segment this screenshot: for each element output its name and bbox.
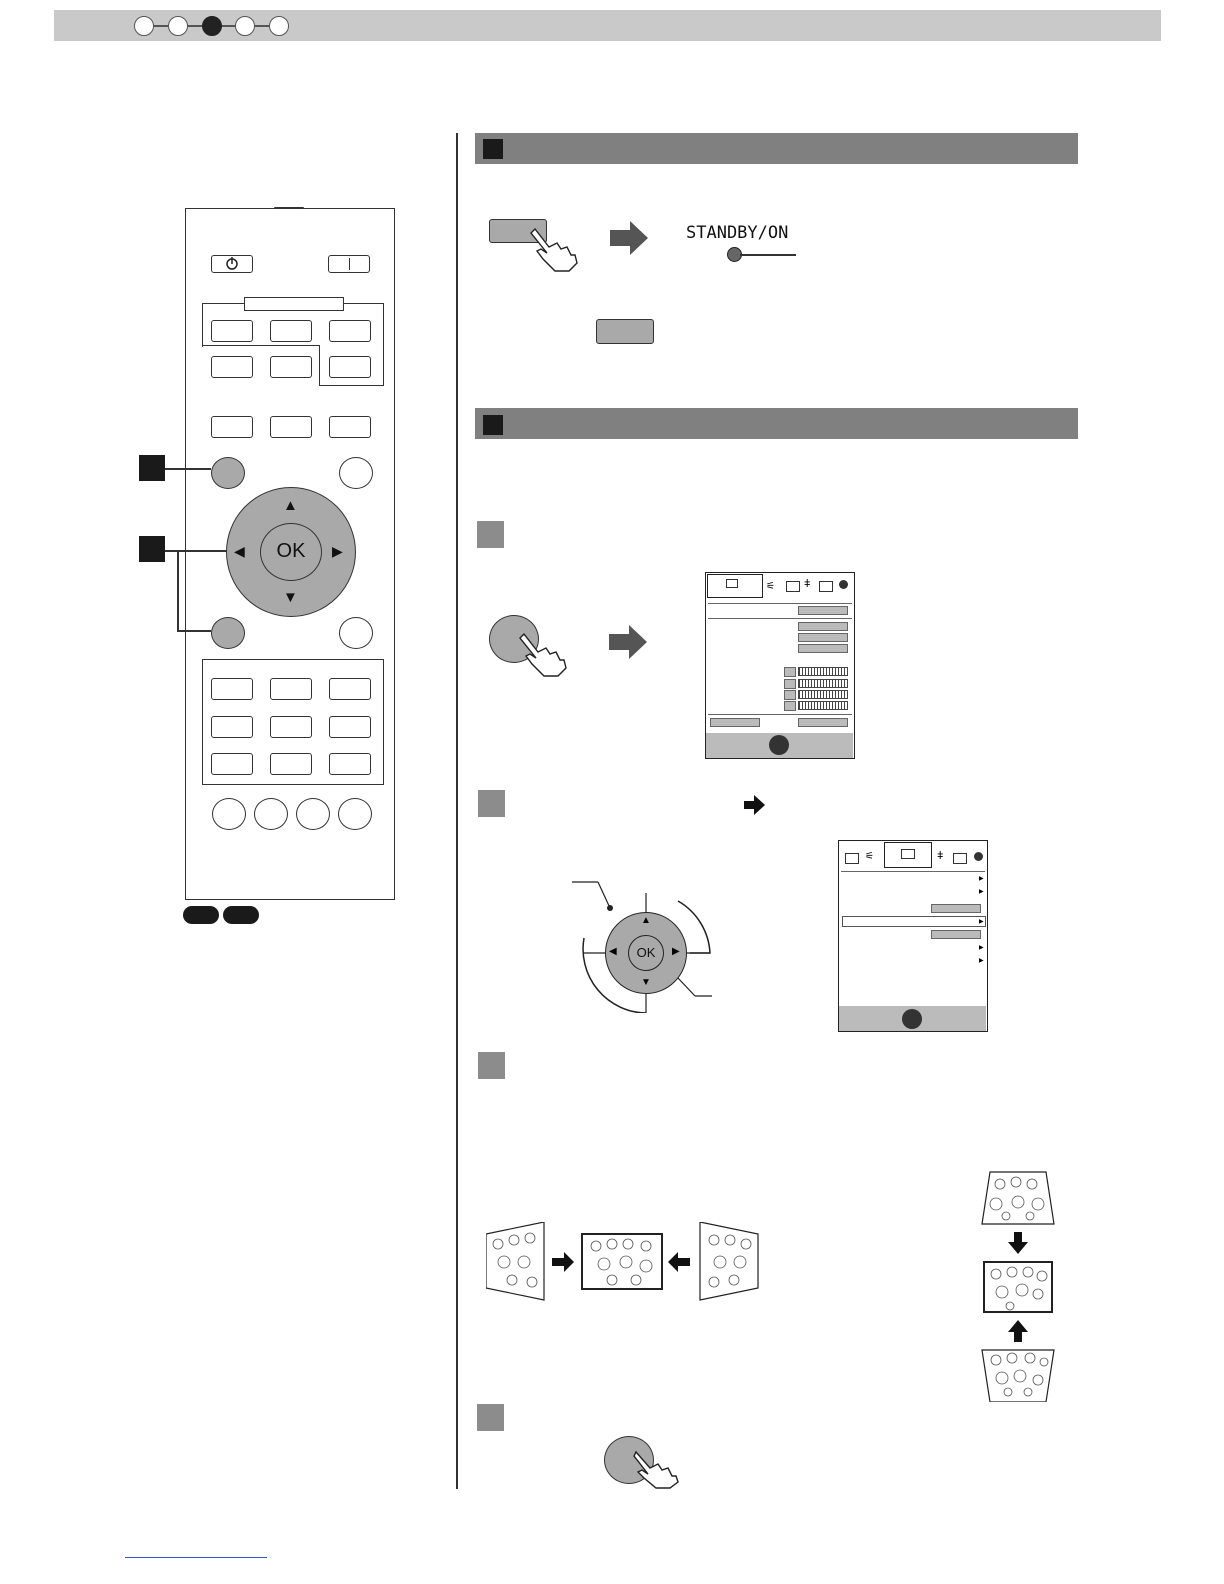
menu-tab-setup-icon[interactable]: ǂ xyxy=(804,578,811,590)
hand-pointer-icon xyxy=(527,225,582,275)
picture-button-4[interactable] xyxy=(211,716,253,738)
bottom-button-2[interactable] xyxy=(254,798,288,830)
standby-button-inline[interactable] xyxy=(596,319,654,344)
keystone-horizontal-illustration xyxy=(486,1222,766,1302)
menu2-selected-row[interactable] xyxy=(842,916,986,927)
dpad-right-arrow[interactable]: ▶ xyxy=(332,543,343,559)
picture-button-7[interactable] xyxy=(211,753,253,775)
dial-right-arrow[interactable]: ▶ xyxy=(672,946,680,957)
picture-button-8[interactable] xyxy=(270,753,312,775)
menu-tab-function-icon[interactable] xyxy=(819,581,833,592)
menu2-tab-picture-icon[interactable] xyxy=(845,853,859,864)
picture-button-5[interactable] xyxy=(270,716,312,738)
information-button[interactable] xyxy=(339,617,373,649)
input-button-2[interactable] xyxy=(270,320,312,342)
menu-button[interactable] xyxy=(211,457,245,489)
picture-button-9[interactable] xyxy=(329,753,371,775)
dial-ok-button[interactable]: OK xyxy=(628,935,664,971)
picture-button-6[interactable] xyxy=(329,716,371,738)
step-1-marker xyxy=(477,521,504,548)
section-1-header xyxy=(475,133,1078,164)
power-icon xyxy=(212,256,252,272)
picture-button-3[interactable] xyxy=(329,678,371,700)
input-button-1[interactable] xyxy=(211,320,253,342)
column-divider xyxy=(456,133,458,1489)
menu-tab-info-icon[interactable] xyxy=(839,580,848,589)
step-3-dot xyxy=(202,16,222,36)
bottom-button-4[interactable] xyxy=(338,798,372,830)
menu2-tab-function-icon[interactable] xyxy=(953,853,967,864)
picture-button-2[interactable] xyxy=(270,678,312,700)
menu2-tab-display[interactable] xyxy=(884,842,932,868)
input-button-5[interactable] xyxy=(270,356,312,378)
dial-up-arrow[interactable]: ▲ xyxy=(641,915,651,926)
dpad-left-arrow[interactable]: ◀ xyxy=(234,543,245,559)
keystone-vertical-illustration xyxy=(980,1170,1056,1402)
section-1-marker xyxy=(483,139,503,159)
menu-tab-display-icon[interactable] xyxy=(786,581,800,592)
menu-screen-picture xyxy=(705,572,855,759)
menu2-tab-setup-icon[interactable]: ǂ xyxy=(937,850,944,862)
menu2-tab-info-icon[interactable] xyxy=(974,852,983,861)
callout-marker-2 xyxy=(139,536,165,562)
step-1-dot xyxy=(134,16,154,36)
step-2-dot xyxy=(168,16,188,36)
arrow-right-icon xyxy=(608,219,650,257)
bottom-button-1[interactable] xyxy=(212,798,246,830)
picture-button-1[interactable] xyxy=(211,678,253,700)
menu-tab-input-icon[interactable]: ⚟ xyxy=(766,581,775,592)
input-button-3[interactable] xyxy=(329,320,371,342)
menu2-tab-input-icon[interactable]: ⚟ xyxy=(865,851,874,862)
section-2-header xyxy=(475,408,1078,439)
small-arrow-right-icon xyxy=(744,795,766,815)
model-tag-1 xyxy=(183,906,219,924)
step-progress xyxy=(134,15,294,37)
hand-pointer-icon-3 xyxy=(632,1450,687,1490)
back-button[interactable] xyxy=(211,617,245,649)
step-3-marker xyxy=(478,1052,505,1079)
function-button-2[interactable] xyxy=(270,416,312,438)
bottom-button-3[interactable] xyxy=(296,798,330,830)
menu-screen-display: ⚟ ǂ ▶ ▶ ▶ ▶ ▶ xyxy=(838,840,988,1032)
input-label-box xyxy=(244,297,344,311)
step-5-dot xyxy=(269,16,289,36)
model-tag-2 xyxy=(223,906,259,924)
hide-button[interactable] xyxy=(339,457,373,489)
dial-left-arrow[interactable]: ◀ xyxy=(609,946,617,957)
remote-control xyxy=(185,208,395,900)
input-button-4[interactable] xyxy=(211,356,253,378)
menu-nav-bar xyxy=(706,733,853,758)
function-button-3[interactable] xyxy=(329,416,371,438)
hand-pointer-icon-2 xyxy=(518,632,573,677)
dial-down-arrow[interactable]: ▼ xyxy=(641,977,651,988)
dpad-down-arrow[interactable]: ▼ xyxy=(283,589,298,606)
step-2-marker xyxy=(478,790,505,817)
step-4-marker xyxy=(477,1404,504,1431)
step-4-dot xyxy=(235,16,255,36)
section-2-marker xyxy=(483,415,503,435)
light-button[interactable] xyxy=(328,255,370,273)
dpad-ok-button[interactable]: OK xyxy=(260,523,322,581)
dpad-up-arrow[interactable]: ▲ xyxy=(283,497,298,514)
menu2-nav-bar xyxy=(839,1006,986,1031)
function-button-1[interactable] xyxy=(211,416,253,438)
input-button-6[interactable] xyxy=(329,356,371,378)
footer-link[interactable] xyxy=(125,1557,267,1558)
callout-marker-1 xyxy=(139,455,165,481)
power-button[interactable] xyxy=(211,255,253,273)
standby-indicator-label: STANDBY/ON xyxy=(686,223,789,243)
arrow-right-icon-2 xyxy=(607,623,649,661)
